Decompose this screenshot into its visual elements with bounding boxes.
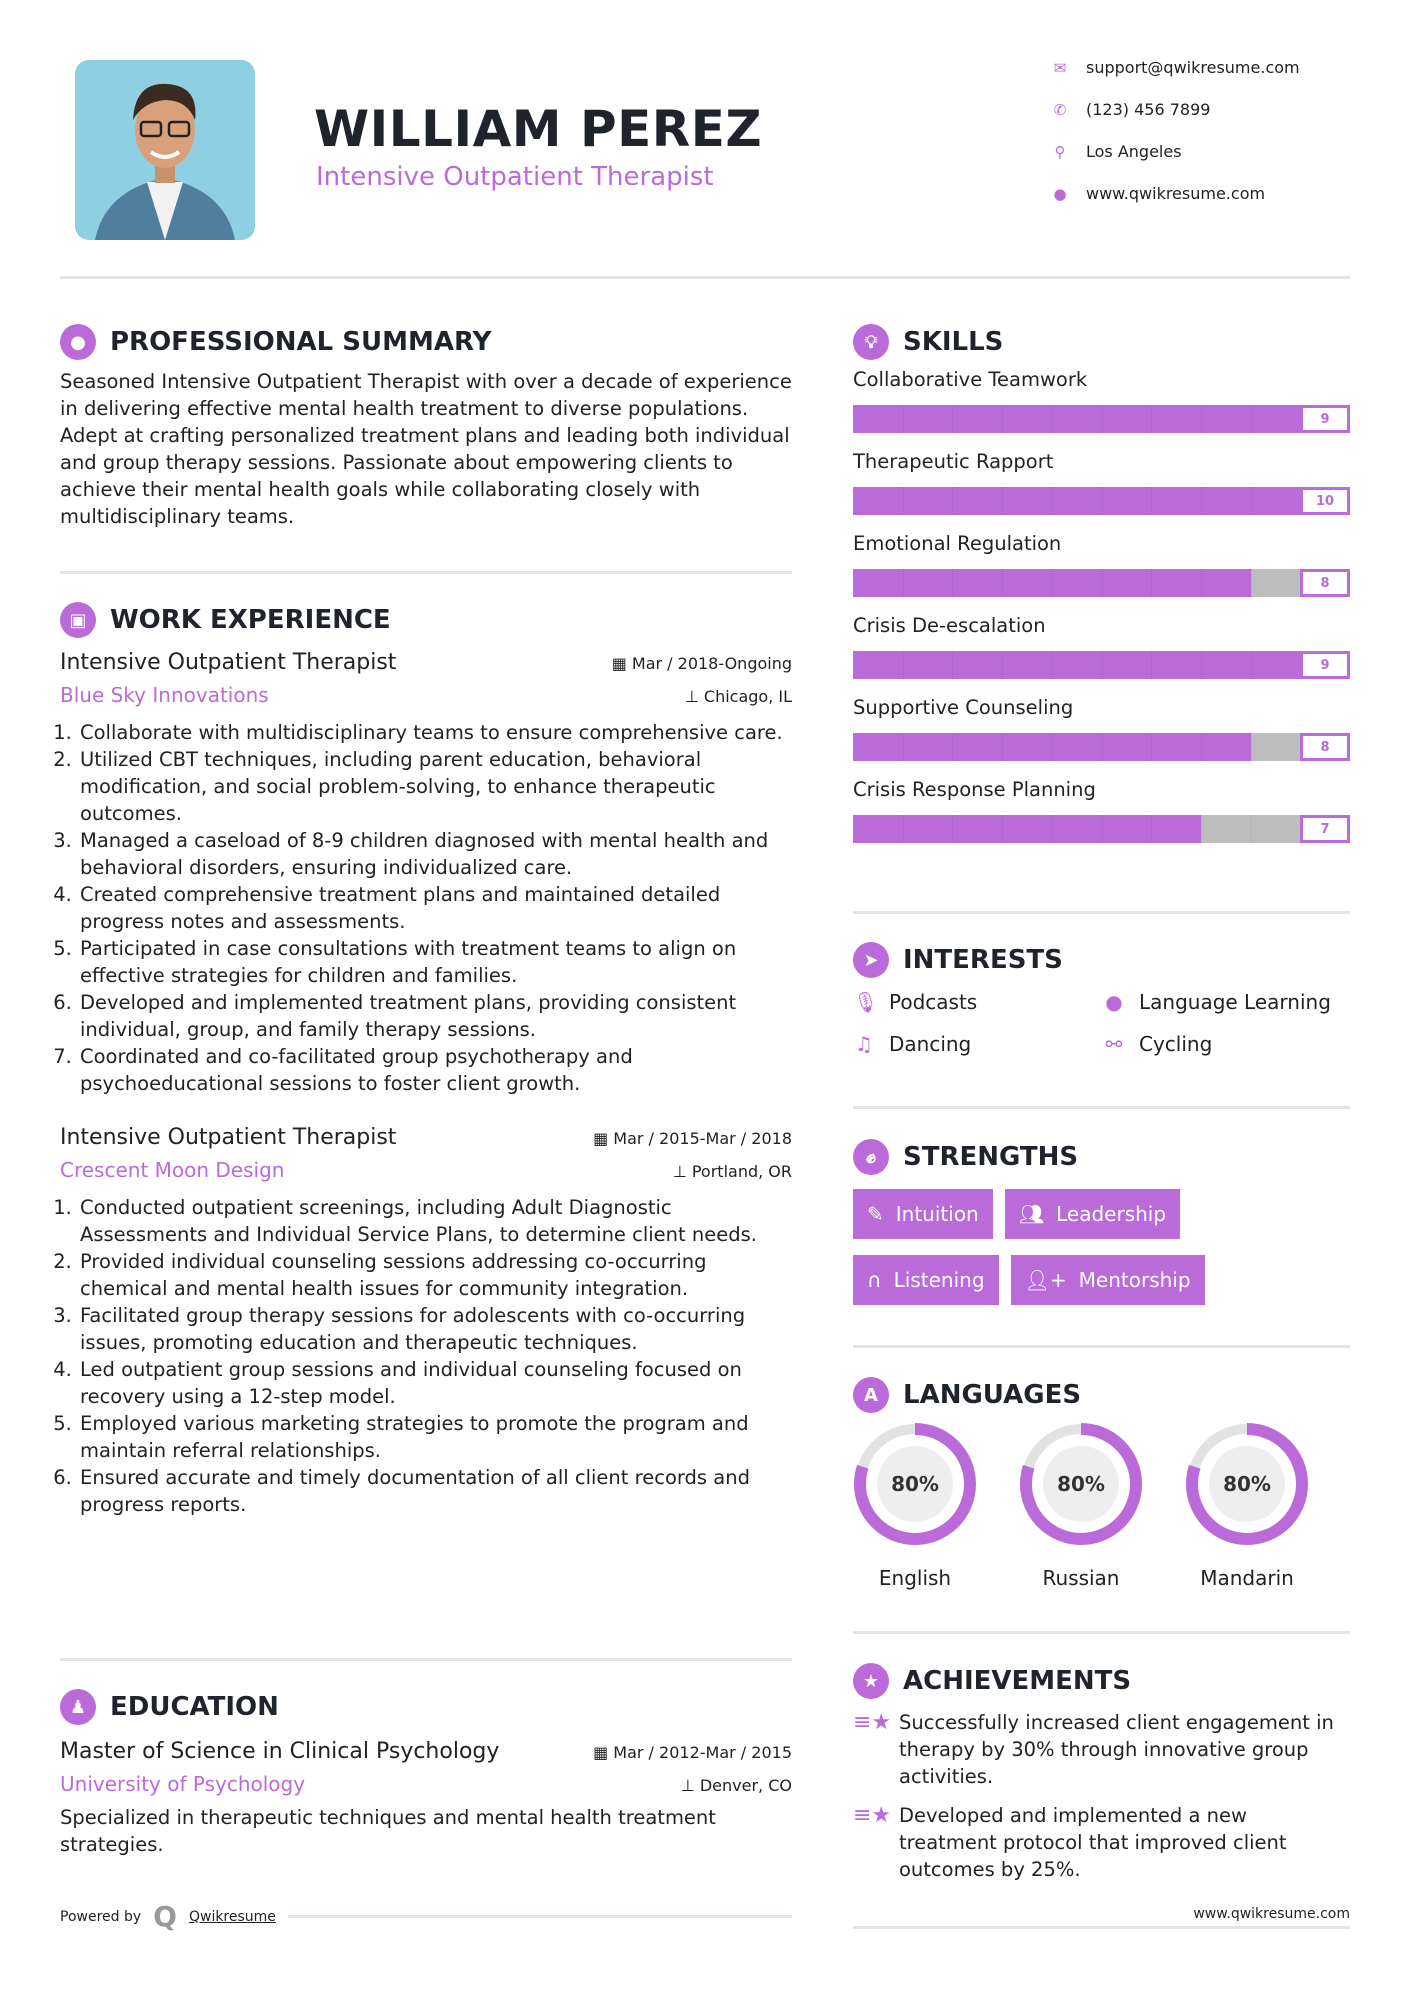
interests-section	[853, 942, 1350, 1056]
powered-by-text: Powered by	[60, 1908, 142, 1925]
strengths-section	[853, 1139, 1350, 1305]
skill-label: Crisis De-escalation	[853, 614, 1046, 637]
users-icon: 👥︎	[1018, 1202, 1045, 1226]
education-section	[60, 1689, 792, 1858]
bullet-item: 5. Participated in case consultations with treatment teams to align on effective strategies for children and families.	[78, 935, 792, 989]
interest-label: Dancing	[889, 1032, 972, 1056]
skill-item	[853, 696, 1350, 761]
language-label: Mandarin	[1200, 1566, 1294, 1590]
section-heading	[60, 602, 792, 638]
location-text: Denver, CO	[699, 1776, 792, 1795]
bullet-item: 2. Provided individual counseling sessions addressing co-occurring chemical and mental health issues for community integration.	[78, 1248, 792, 1302]
qwikresume-logo-icon: Q	[153, 1900, 177, 1933]
company-name: Crescent Moon Design	[60, 1158, 285, 1182]
heading-text: WORK EXPERIENCE	[110, 605, 391, 635]
skill-bar-fill	[853, 815, 1201, 843]
skill-value: 7	[1300, 815, 1350, 843]
brand-link[interactable]: Qwikresume	[188, 1908, 276, 1925]
skills-section	[853, 324, 1350, 860]
interest-item	[1103, 990, 1353, 1014]
language-item	[1185, 1422, 1309, 1590]
achievement-item	[853, 1802, 1350, 1883]
fist-icon: ✊︎	[853, 1139, 889, 1175]
language-donut	[1185, 1422, 1309, 1546]
heading-text: LANGUAGES	[903, 1380, 1082, 1410]
achievements-section	[853, 1663, 1350, 1895]
interest-label: Podcasts	[889, 990, 978, 1014]
skill-item	[853, 450, 1350, 515]
chip-label: Listening	[893, 1268, 985, 1292]
divider	[60, 1658, 792, 1661]
strength-chip	[853, 1255, 999, 1305]
skill-label: Crisis Response Planning	[853, 778, 1096, 801]
section-heading	[853, 1377, 1350, 1413]
star-icon: ★	[853, 1663, 889, 1699]
phone-icon: ✆	[1053, 100, 1067, 119]
section-heading	[60, 324, 795, 360]
divider	[853, 911, 1350, 914]
job-bullets	[60, 719, 792, 1097]
skill-value: 10	[1300, 487, 1350, 515]
skill-value: 8	[1300, 733, 1350, 761]
contact-website[interactable]	[1052, 184, 1265, 203]
language-percent: 80%	[1057, 1472, 1105, 1496]
skill-bar	[853, 815, 1350, 843]
bullet-item: 1. Collaborate with multidisciplinary teams to ensure comprehensive care.	[78, 719, 792, 746]
bullet-item: 6. Developed and implemented treatment plans, providing consistent individual, group, and family therapy sessions.	[78, 989, 792, 1043]
strength-chip	[853, 1189, 993, 1239]
language-label: Russian	[1042, 1566, 1120, 1590]
bullet-item: 3. Facilitated group therapy sessions for adolescents with co-occurring issues, promoting education and therapeutic techniques.	[78, 1302, 792, 1356]
professional-summary-section	[60, 324, 795, 530]
job-bullets	[60, 1194, 792, 1518]
strength-chip	[1005, 1189, 1180, 1239]
divider	[853, 1345, 1350, 1348]
header-divider	[60, 276, 1350, 279]
skill-bar	[853, 651, 1350, 679]
skill-value: 8	[1300, 569, 1350, 597]
divider	[60, 571, 792, 574]
paper-plane-icon: ➤	[853, 942, 889, 978]
calendar-icon: ▦	[593, 1129, 614, 1148]
music-note-icon: ♫	[855, 1032, 873, 1056]
phone-text: (123) 456 7899	[1086, 100, 1211, 119]
divider	[853, 1106, 1350, 1109]
skill-bar	[853, 733, 1350, 761]
globe-icon: ●	[1105, 990, 1123, 1014]
achievement-item	[853, 1709, 1350, 1790]
date-text: Mar / 2018-Ongoing	[631, 654, 792, 673]
language-label: English	[878, 1566, 952, 1590]
footer-divider	[853, 1926, 1350, 1929]
heading-text: STRENGTHS	[903, 1142, 1079, 1172]
pin-icon: ⊥	[684, 687, 704, 706]
section-heading	[853, 1663, 1350, 1699]
bullet-item: 7. Coordinated and co-facilitated group psychotherapy and psychoeducational sessions to foster client growth.	[78, 1043, 792, 1097]
calendar-icon: ▦	[611, 654, 632, 673]
skill-label: Collaborative Teamwork	[853, 368, 1088, 391]
interest-label: Cycling	[1139, 1032, 1213, 1056]
heading-text: PROFESSIONAL SUMMARY	[110, 327, 492, 357]
skill-item	[853, 614, 1350, 679]
footer-line	[288, 1915, 792, 1918]
map-pin-icon: ⚲	[1054, 142, 1066, 161]
interest-item	[853, 1032, 1103, 1056]
headphones-icon: ∩	[867, 1268, 882, 1292]
section-heading	[853, 942, 1350, 978]
education-description: Specialized in therapeutic techniques and mental health treatment strategies.	[60, 1806, 716, 1856]
graduate-icon: ♟	[60, 1689, 96, 1725]
skill-label: Therapeutic Rapport	[853, 450, 1054, 473]
job-location	[673, 1162, 792, 1181]
section-heading	[853, 324, 1350, 360]
job-location	[685, 687, 792, 706]
divider	[853, 1631, 1350, 1634]
languages-section	[853, 1377, 1350, 1617]
pin-icon: ⊥	[680, 1776, 700, 1795]
location-text: Chicago, IL	[703, 687, 792, 706]
language-donut	[1019, 1422, 1143, 1546]
location-text: Los Angeles	[1086, 142, 1182, 161]
language-percent: 80%	[1223, 1472, 1271, 1496]
globe-icon: ●	[1053, 184, 1067, 203]
degree: Master of Science in Clinical Psychology	[60, 1739, 500, 1764]
education-date	[593, 1743, 792, 1762]
shooting-star-icon: ≡★	[853, 1803, 892, 1828]
bullet-item: 4. Created comprehensive treatment plans and maintained detailed progress notes and assessments.	[78, 881, 792, 935]
contact-location	[1052, 142, 1182, 161]
lightbulb-icon: 💡︎	[853, 324, 889, 360]
skill-bar	[853, 569, 1350, 597]
job-title: Intensive Outpatient Therapist	[60, 650, 397, 675]
job-title: Intensive Outpatient Therapist	[60, 1125, 397, 1150]
skill-bar-fill	[853, 651, 1300, 679]
achievement-text: Successfully increased client engagement in therapy by 30% through innovative group activities.	[899, 1711, 1334, 1788]
bullet-item: 2. Utilized CBT techniques, including parent education, behavioral modification, and social problem-solving, to enhance therapeutic outcomes.	[78, 746, 792, 827]
email-text: support@qwikresume.com	[1086, 58, 1300, 77]
interest-item	[853, 990, 1103, 1014]
skill-item	[853, 778, 1350, 843]
microphone-icon: 🎙︎	[853, 990, 879, 1014]
job-date	[593, 1129, 792, 1148]
strength-chip	[1011, 1255, 1205, 1305]
job-entry	[60, 650, 792, 1097]
shooting-star-icon: ≡★	[853, 1710, 892, 1735]
summary-text: Seasoned Intensive Outpatient Therapist with over a decade of experience in delivering effective mental health treatment to diverse populations. Adept at crafting personalized treatment plans and leading both individual and group therapy sessions. Passionate about empowering clients to achieve their mental health goals while collaborating closely with multidisciplinary teams.	[60, 370, 792, 528]
calendar-icon: ▦	[593, 1743, 614, 1762]
bullet-item: 5. Employed various marketing strategies to promote the program and maintain referral relationships.	[78, 1410, 792, 1464]
skill-bar	[853, 487, 1350, 515]
language-percent: 80%	[891, 1472, 939, 1496]
chip-label: Leadership	[1056, 1202, 1167, 1226]
interest-item	[1103, 1032, 1353, 1056]
bicycle-icon: ⚯	[1105, 1032, 1123, 1056]
bullet-item: 1. Conducted outpatient screenings, including Adult Diagnostic Assessments and Individual Service Plans, to determine client needs.	[78, 1194, 792, 1248]
website-text: www.qwikresume.com	[1086, 184, 1266, 203]
section-heading	[853, 1139, 1350, 1175]
section-heading	[60, 1689, 792, 1725]
footer-url[interactable]: www.qwikresume.com	[1193, 1906, 1350, 1922]
briefcase-icon: ▣	[60, 602, 96, 638]
skill-value: 9	[1300, 651, 1350, 679]
skill-value: 9	[1300, 405, 1350, 433]
skill-bar-fill	[853, 405, 1300, 433]
language-donut	[853, 1422, 977, 1546]
date-text: Mar / 2015-Mar / 2018	[613, 1129, 792, 1148]
skill-bar	[853, 405, 1350, 433]
translate-icon: A	[853, 1377, 889, 1413]
bullet-item: 6. Ensured accurate and timely documentation of all client records and progress reports.	[78, 1464, 792, 1518]
bullet-item: 4. Led outpatient group sessions and individual counseling focused on recovery using a 12-step model.	[78, 1356, 792, 1410]
candidate-name: WILLIAM PEREZ	[314, 100, 763, 158]
user-plus-icon: 👤︎+	[1024, 1268, 1067, 1292]
candidate-title: Intensive Outpatient Therapist	[316, 162, 714, 192]
job-entry	[60, 1125, 792, 1518]
heading-text: SKILLS	[903, 327, 1004, 357]
skill-label: Supportive Counseling	[853, 696, 1074, 719]
profile-photo	[75, 60, 255, 240]
chip-label: Intuition	[895, 1202, 979, 1226]
language-item	[853, 1422, 977, 1590]
magic-wand-icon: ✎	[867, 1202, 884, 1226]
envelope-icon: ✉	[1053, 58, 1067, 77]
contact-email[interactable]	[1052, 58, 1300, 77]
work-experience-section	[60, 602, 792, 1518]
heading-text: ACHIEVEMENTS	[903, 1666, 1132, 1696]
person-portrait-icon	[75, 60, 255, 240]
skill-label: Emotional Regulation	[853, 532, 1062, 555]
skill-item	[853, 532, 1350, 597]
date-text: Mar / 2012-Mar / 2015	[613, 1743, 792, 1762]
heading-text: INTERESTS	[903, 945, 1063, 975]
heading-text: EDUCATION	[110, 1692, 279, 1722]
interest-label: Language Learning	[1139, 990, 1331, 1014]
language-item	[1019, 1422, 1143, 1590]
contact-phone[interactable]	[1052, 100, 1210, 119]
job-date	[612, 654, 792, 673]
skill-item	[853, 368, 1350, 433]
education-location	[681, 1776, 792, 1795]
bullet-item: 3. Managed a caseload of 8-9 children diagnosed with mental health and behavioral disorders, ensuring individualized care.	[78, 827, 792, 881]
location-text: Portland, OR	[691, 1162, 792, 1181]
achievement-text: Developed and implemented a new treatment protocol that improved client outcomes by 25%.	[899, 1804, 1287, 1881]
chip-label: Mentorship	[1078, 1268, 1191, 1292]
company-name: Blue Sky Innovations	[60, 683, 269, 707]
school: University of Psychology	[60, 1772, 306, 1796]
pin-icon: ⊥	[672, 1162, 692, 1181]
user-icon: ●	[60, 324, 96, 360]
footer-powered	[60, 1900, 792, 1933]
